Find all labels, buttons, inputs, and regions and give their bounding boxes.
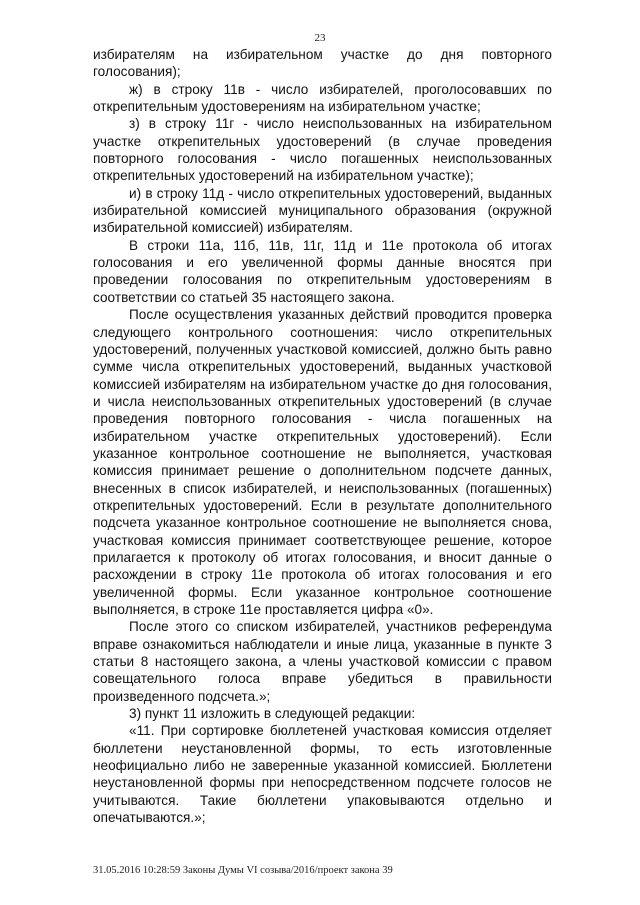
document-footer: 31.05.2016 10:28:59 Законы Думы VI созыва/2016/проект закона 39 <box>93 865 393 876</box>
paragraph-control-ratio: После осуществления указанных действий проводится проверка следующего контрольного соотношения: число открепительных удостоверений, полученных участковой комиссией, должно быть равно сумме числа открепительных удостоверений, выданных участковой комиссией избирателям на избирательном участке до дня голосования, и числа неиспользованных открепительных удостоверений (в случае проведения повторного голосования - числа погашенных на избирательном участке открепительных удостоверений). Если указанное контрольное соотношение не выполняется, участковая комиссия принимает решение о дополнительном подсчете данных, внесенных в список избирателей, и неиспользованных (погашенных) открепительных удостоверений. Если в результате дополнительного подсчета указанное контрольное соотношение не выполняется снова, участковая комиссия принимает соответствующее решение, которое прилагается к протоколу об итогах голосования, и вносит данные о расхождении в строку 11е протокола об итогах голосования и его увеличенной формы. Если указанное контрольное соотношение выполняется, в строке 11е проставляется цифра «0». <box>93 307 552 617</box>
paragraph-clause-11: «11. При сортировке бюллетеней участковая комиссия отделяет бюллетени неустановленной формы, то есть изготовленные неофициально либо не заверенные указанной комиссией. Бюллетени неустановленной формы при непосредственном подсчете голосов не учитываются. Такие бюллетени упаковываются отдельно и опечатываются.»; <box>93 723 552 826</box>
paragraph-item-zh: ж) в строку 11в - число избирателей, проголосовавших по открепительным удостоверениям на избирательном участке; <box>93 81 552 115</box>
paragraph-item-i: и) в строку 11д - число открепительных удостоверений, выданных избирательной комиссией муниципального образования (окружной избирательной комиссией) избирателям. <box>93 185 552 236</box>
paragraph-protocol-lines: В строки 11а, 11б, 11в, 11г, 11д и 11е протокола об итогах голосования и его увеличенной формы данные вносятся при проведении голосования по открепительным удостоверениям в соответствии со статьей 35 настоящего закона. <box>93 237 552 305</box>
paragraph-observers: После этого со списком избирателей, участников референдума вправе ознакомиться наблюдатели и иные лица, указанные в пункте 3 статьи 8 настоящего закона, а члены участковой комиссии с правом совещательного голоса вправе убедиться в правильности произведенного подсчета.»; <box>93 619 552 704</box>
paragraph-item-3: 3) пункт 11 изложить в следующей редакции: <box>129 706 416 722</box>
page-number: 23 <box>314 32 326 44</box>
paragraph-item-z: з) в строку 11г - число неиспользованных на избирательном участке открепительных удостоверений (в случае проведения повторного голосования - число погашенных неиспользованных открепительных удостоверений на избирательном участке); <box>93 116 552 184</box>
paragraph-voters-continuation: избирателям на избирательном участке до дня повторного голосования); <box>93 47 552 80</box>
document-body <box>93 46 552 826</box>
